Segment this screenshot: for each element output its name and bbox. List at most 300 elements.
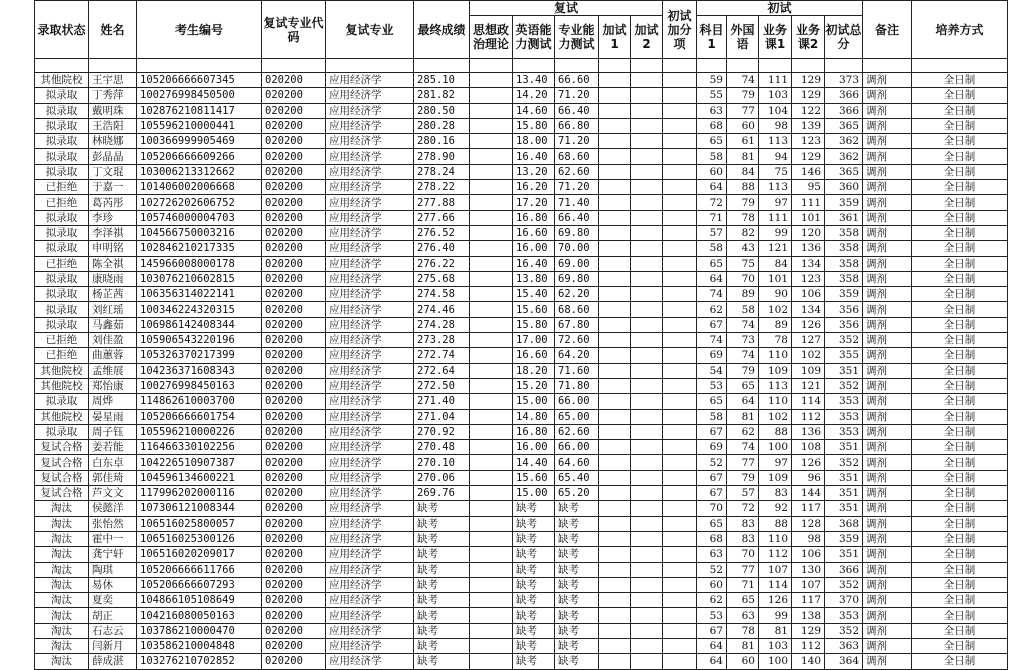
header-prof-test: 专业能力测试	[555, 16, 599, 59]
cell-major-code: 020200	[262, 516, 326, 531]
cell-subject1: 59	[697, 73, 727, 88]
cell-note: 调剂	[863, 562, 912, 577]
cell-final-score: 缺考	[414, 531, 470, 546]
cell-initial-bonus	[663, 271, 697, 286]
cell-bonus1	[599, 394, 631, 409]
cell-exam-no: 106516020209017	[137, 547, 262, 562]
cell-politics	[470, 440, 513, 455]
cell-final-score: 278.90	[414, 149, 470, 164]
cell-mode: 全日制	[912, 654, 1008, 669]
cell-exam-no: 102846210217335	[137, 241, 262, 256]
cell-course2: 129	[792, 73, 825, 88]
cell-note: 调剂	[863, 638, 912, 653]
cell-name: 白东卓	[89, 455, 137, 470]
cell-foreign: 81	[727, 638, 759, 653]
cell-status: 拟录取	[35, 118, 89, 133]
cell-english-test: 15.40	[513, 287, 555, 302]
header-note: 备注	[863, 1, 912, 59]
cell-foreign: 74	[727, 348, 759, 363]
cell-english-test: 16.60	[513, 348, 555, 363]
cell-major-code: 020200	[262, 378, 326, 393]
cell-initial-bonus	[663, 470, 697, 485]
cell-bonus1	[599, 210, 631, 225]
cell-course1: 111	[759, 210, 792, 225]
cell-mode: 全日制	[912, 103, 1008, 118]
admission-sheet	[34, 0, 1008, 670]
cell-name: 刘佳盈	[89, 333, 137, 348]
cell-note: 调剂	[863, 501, 912, 516]
cell-english-test: 16.80	[513, 424, 555, 439]
cell-course2: 146	[792, 164, 825, 179]
cell-major-code: 020200	[262, 287, 326, 302]
cell-exam-no: 104236371608343	[137, 363, 262, 378]
cell-mode: 全日制	[912, 501, 1008, 516]
cell-subject1: 65	[697, 256, 727, 271]
cell-final-score: 271.40	[414, 394, 470, 409]
cell-course2: 129	[792, 623, 825, 638]
header-group-retest: 复试	[470, 1, 663, 16]
table-row	[35, 88, 1008, 103]
cell-name: 丁秀萍	[89, 88, 137, 103]
cell-prof-test: 67.80	[555, 317, 599, 332]
cell-bonus1	[599, 118, 631, 133]
cell-note: 调剂	[863, 531, 912, 546]
cell-course2: 136	[792, 424, 825, 439]
table-row	[35, 317, 1008, 332]
cell-exam-no: 145966008000178	[137, 256, 262, 271]
cell-foreign: 71	[727, 577, 759, 592]
cell-initial-bonus	[663, 134, 697, 149]
cell-bonus2	[631, 501, 663, 516]
cell-major: 应用经济学	[326, 424, 414, 439]
cell-bonus1	[599, 562, 631, 577]
cell-exam-no: 100366999905469	[137, 134, 262, 149]
cell-name: 夏奕	[89, 593, 137, 608]
cell-bonus2	[631, 73, 663, 88]
cell-politics	[470, 134, 513, 149]
cell-exam-no: 103006213312662	[137, 164, 262, 179]
cell-subject1: 67	[697, 623, 727, 638]
header-course2: 业务课2	[792, 16, 825, 59]
cell-name: 林晓娜	[89, 134, 137, 149]
cell-final-score: 280.50	[414, 103, 470, 118]
cell-note: 调剂	[863, 424, 912, 439]
cell-bonus2	[631, 516, 663, 531]
cell-bonus1	[599, 287, 631, 302]
cell-english-test: 缺考	[513, 531, 555, 546]
cell-bonus2	[631, 180, 663, 195]
cell-initial-bonus	[663, 317, 697, 332]
cell-mode: 全日制	[912, 363, 1008, 378]
cell-name: 周子钰	[89, 424, 137, 439]
cell-course1: 113	[759, 378, 792, 393]
cell-prof-test: 64.20	[555, 348, 599, 363]
cell-initial-total: 353	[825, 409, 863, 424]
cell-course2: 114	[792, 394, 825, 409]
cell-major-code: 020200	[262, 424, 326, 439]
cell-status: 拟录取	[35, 149, 89, 164]
cell-foreign: 82	[727, 225, 759, 240]
cell-prof-test: 缺考	[555, 562, 599, 577]
cell-note: 调剂	[863, 394, 912, 409]
cell-major-code: 020200	[262, 241, 326, 256]
cell-prof-test: 缺考	[555, 531, 599, 546]
cell-prof-test: 62.60	[555, 424, 599, 439]
cell-status: 淘汰	[35, 608, 89, 623]
cell-name: 李泽祺	[89, 225, 137, 240]
cell-note: 调剂	[863, 256, 912, 271]
cell-english-test: 17.20	[513, 195, 555, 210]
cell-name: 胡正	[89, 608, 137, 623]
cell-mode: 全日制	[912, 195, 1008, 210]
cell-major: 应用经济学	[326, 317, 414, 332]
cell-name: 葛芮彤	[89, 195, 137, 210]
cell-initial-total: 351	[825, 363, 863, 378]
cell-bonus1	[599, 225, 631, 240]
cell-politics	[470, 623, 513, 638]
cell-mode: 全日制	[912, 562, 1008, 577]
cell-mode: 全日制	[912, 164, 1008, 179]
cell-bonus2	[631, 149, 663, 164]
cell-subject1: 67	[697, 424, 727, 439]
cell-final-score: 277.66	[414, 210, 470, 225]
cell-status: 拟录取	[35, 271, 89, 286]
cell-initial-bonus	[663, 363, 697, 378]
cell-prof-test: 缺考	[555, 638, 599, 653]
cell-mode: 全日制	[912, 134, 1008, 149]
cell-english-test: 16.60	[513, 225, 555, 240]
table-row	[35, 333, 1008, 348]
table-row	[35, 103, 1008, 118]
cell-mode: 全日制	[912, 577, 1008, 592]
cell-major: 应用经济学	[326, 531, 414, 546]
cell-exam-no: 104866105108649	[137, 593, 262, 608]
cell-name: 曲蕙蓉	[89, 348, 137, 363]
cell-course1: 84	[759, 256, 792, 271]
cell-major: 应用经济学	[326, 654, 414, 669]
cell-english-test: 缺考	[513, 547, 555, 562]
table-row	[35, 378, 1008, 393]
cell-status: 其他院校	[35, 378, 89, 393]
cell-english-test: 15.60	[513, 470, 555, 485]
cell-course2: 96	[792, 470, 825, 485]
cell-initial-bonus	[663, 486, 697, 501]
cell-major-code: 020200	[262, 654, 326, 669]
cell-major-code: 020200	[262, 88, 326, 103]
cell-bonus1	[599, 195, 631, 210]
cell-name: 霍中一	[89, 531, 137, 546]
cell-foreign: 79	[727, 363, 759, 378]
cell-subject1: 69	[697, 440, 727, 455]
cell-initial-total: 361	[825, 210, 863, 225]
cell-final-score: 281.82	[414, 88, 470, 103]
cell-prof-test: 71.20	[555, 134, 599, 149]
cell-major: 应用经济学	[326, 486, 414, 501]
cell-subject1: 63	[697, 103, 727, 118]
cell-exam-no: 105206666607345	[137, 73, 262, 88]
cell-foreign: 57	[727, 486, 759, 501]
cell-bonus1	[599, 103, 631, 118]
cell-name: 闫新月	[89, 638, 137, 653]
table-row	[35, 424, 1008, 439]
cell-mode: 全日制	[912, 333, 1008, 348]
cell-course1: 97	[759, 455, 792, 470]
cell-final-score: 274.46	[414, 302, 470, 317]
cell-name: 李珍	[89, 210, 137, 225]
cell-mode: 全日制	[912, 287, 1008, 302]
cell-initial-total: 368	[825, 516, 863, 531]
cell-major-code: 020200	[262, 547, 326, 562]
cell-note: 调剂	[863, 409, 912, 424]
cell-course2: 134	[792, 302, 825, 317]
cell-bonus1	[599, 73, 631, 88]
cell-name: 杨芷茜	[89, 287, 137, 302]
cell-final-score: 缺考	[414, 562, 470, 577]
cell-mode: 全日制	[912, 455, 1008, 470]
cell-name: 王浩阳	[89, 118, 137, 133]
cell-course1: 103	[759, 638, 792, 653]
cell-prof-test: 缺考	[555, 654, 599, 669]
cell-course2: 101	[792, 210, 825, 225]
cell-status: 复试合格	[35, 440, 89, 455]
cell-status: 拟录取	[35, 394, 89, 409]
cell-final-score: 缺考	[414, 577, 470, 592]
cell-initial-bonus	[663, 593, 697, 608]
cell-initial-bonus	[663, 348, 697, 363]
cell-initial-total: 351	[825, 501, 863, 516]
cell-mode: 全日制	[912, 593, 1008, 608]
cell-initial-bonus	[663, 256, 697, 271]
cell-final-score: 270.06	[414, 470, 470, 485]
cell-prof-test: 71.20	[555, 88, 599, 103]
cell-final-score: 278.24	[414, 164, 470, 179]
cell-bonus2	[631, 547, 663, 562]
cell-major-code: 020200	[262, 103, 326, 118]
cell-name: 郭佳琦	[89, 470, 137, 485]
cell-initial-total: 365	[825, 118, 863, 133]
cell-politics	[470, 88, 513, 103]
cell-exam-no: 104216080050163	[137, 608, 262, 623]
cell-major: 应用经济学	[326, 210, 414, 225]
table-row	[35, 440, 1008, 455]
cell-exam-no: 117996202000116	[137, 486, 262, 501]
cell-bonus2	[631, 608, 663, 623]
cell-bonus1	[599, 134, 631, 149]
table-row	[35, 486, 1008, 501]
header-name: 姓名	[89, 1, 137, 59]
cell-foreign: 43	[727, 241, 759, 256]
cell-final-score: 271.04	[414, 409, 470, 424]
cell-english-test: 15.80	[513, 317, 555, 332]
cell-foreign: 65	[727, 378, 759, 393]
cell-initial-total: 358	[825, 256, 863, 271]
table-row	[35, 593, 1008, 608]
cell-initial-bonus	[663, 394, 697, 409]
cell-major: 应用经济学	[326, 348, 414, 363]
cell-prof-test: 66.80	[555, 118, 599, 133]
cell-status: 已拒绝	[35, 256, 89, 271]
table-row	[35, 241, 1008, 256]
cell-note: 调剂	[863, 302, 912, 317]
cell-status: 复试合格	[35, 470, 89, 485]
cell-mode: 全日制	[912, 409, 1008, 424]
cell-final-score: 缺考	[414, 501, 470, 516]
cell-status: 拟录取	[35, 302, 89, 317]
cell-initial-bonus	[663, 241, 697, 256]
cell-initial-bonus	[663, 608, 697, 623]
table-row	[35, 516, 1008, 531]
cell-note: 调剂	[863, 241, 912, 256]
cell-english-test: 15.00	[513, 394, 555, 409]
cell-name: 周烨	[89, 394, 137, 409]
cell-subject1: 60	[697, 577, 727, 592]
cell-initial-bonus	[663, 623, 697, 638]
cell-initial-total: 360	[825, 180, 863, 195]
cell-subject1: 64	[697, 654, 727, 669]
table-row	[35, 470, 1008, 485]
cell-prof-test: 缺考	[555, 623, 599, 638]
cell-initial-bonus	[663, 440, 697, 455]
table-row	[35, 302, 1008, 317]
cell-major: 应用经济学	[326, 225, 414, 240]
cell-politics	[470, 195, 513, 210]
cell-status: 淘汰	[35, 562, 89, 577]
cell-major: 应用经济学	[326, 577, 414, 592]
header-group-initial: 初试	[697, 1, 863, 16]
cell-initial-bonus	[663, 455, 697, 470]
cell-subject1: 58	[697, 241, 727, 256]
cell-english-test: 缺考	[513, 654, 555, 669]
cell-mode: 全日制	[912, 180, 1008, 195]
cell-course2: 102	[792, 348, 825, 363]
cell-foreign: 78	[727, 210, 759, 225]
table-row	[35, 531, 1008, 546]
cell-prof-test: 66.40	[555, 210, 599, 225]
cell-exam-no: 105206666611766	[137, 562, 262, 577]
cell-initial-bonus	[663, 73, 697, 88]
cell-english-test: 16.00	[513, 440, 555, 455]
cell-english-test: 18.00	[513, 134, 555, 149]
cell-subject1: 68	[697, 118, 727, 133]
cell-course2: 117	[792, 593, 825, 608]
cell-politics	[470, 638, 513, 653]
cell-major-code: 020200	[262, 210, 326, 225]
cell-final-score: 272.74	[414, 348, 470, 363]
cell-course1: 112	[759, 547, 792, 562]
cell-course1: 98	[759, 118, 792, 133]
cell-bonus1	[599, 180, 631, 195]
cell-mode: 全日制	[912, 378, 1008, 393]
cell-bonus1	[599, 516, 631, 531]
cell-politics	[470, 608, 513, 623]
cell-course2: 109	[792, 363, 825, 378]
cell-bonus1	[599, 623, 631, 638]
cell-name: 康晓雨	[89, 271, 137, 286]
cell-politics	[470, 470, 513, 485]
cell-politics	[470, 333, 513, 348]
cell-exam-no: 102876210811417	[137, 103, 262, 118]
cell-course2: 117	[792, 501, 825, 516]
cell-english-test: 16.80	[513, 210, 555, 225]
cell-initial-bonus	[663, 501, 697, 516]
cell-subject1: 65	[697, 394, 727, 409]
cell-bonus2	[631, 363, 663, 378]
cell-politics	[470, 562, 513, 577]
cell-initial-total: 351	[825, 486, 863, 501]
cell-major-code: 020200	[262, 302, 326, 317]
cell-status: 拟录取	[35, 134, 89, 149]
cell-exam-no: 106516025300126	[137, 531, 262, 546]
cell-politics	[470, 424, 513, 439]
cell-course2: 112	[792, 638, 825, 653]
header-status: 录取状态	[35, 1, 89, 59]
cell-major: 应用经济学	[326, 608, 414, 623]
cell-initial-total: 356	[825, 302, 863, 317]
cell-subject1: 52	[697, 562, 727, 577]
cell-note: 调剂	[863, 195, 912, 210]
cell-initial-total: 359	[825, 287, 863, 302]
cell-note: 调剂	[863, 180, 912, 195]
header-bonus1: 加试1	[599, 16, 631, 59]
cell-bonus2	[631, 164, 663, 179]
cell-initial-bonus	[663, 210, 697, 225]
cell-bonus1	[599, 149, 631, 164]
cell-mode: 全日制	[912, 608, 1008, 623]
cell-major: 应用经济学	[326, 516, 414, 531]
cell-foreign: 78	[727, 623, 759, 638]
cell-politics	[470, 654, 513, 669]
cell-course1: 88	[759, 424, 792, 439]
cell-course2: 122	[792, 103, 825, 118]
cell-initial-total: 355	[825, 348, 863, 363]
cell-mode: 全日制	[912, 88, 1008, 103]
cell-bonus2	[631, 654, 663, 669]
cell-course2: 130	[792, 562, 825, 577]
cell-course2: 108	[792, 440, 825, 455]
cell-course1: 109	[759, 363, 792, 378]
cell-politics	[470, 394, 513, 409]
cell-exam-no: 103076210602815	[137, 271, 262, 286]
table-row	[35, 180, 1008, 195]
cell-course1: 100	[759, 654, 792, 669]
cell-subject1: 63	[697, 547, 727, 562]
cell-foreign: 63	[727, 608, 759, 623]
cell-major-code: 020200	[262, 180, 326, 195]
header-major-code: 复试专业代码	[262, 1, 326, 59]
cell-english-test: 14.40	[513, 455, 555, 470]
cell-foreign: 79	[727, 195, 759, 210]
cell-status: 拟录取	[35, 225, 89, 240]
cell-major: 应用经济学	[326, 302, 414, 317]
cell-note: 调剂	[863, 516, 912, 531]
cell-mode: 全日制	[912, 623, 1008, 638]
cell-note: 调剂	[863, 455, 912, 470]
cell-initial-total: 359	[825, 195, 863, 210]
cell-major-code: 020200	[262, 164, 326, 179]
cell-initial-total: 362	[825, 134, 863, 149]
cell-initial-bonus	[663, 118, 697, 133]
cell-mode: 全日制	[912, 470, 1008, 485]
cell-note: 调剂	[863, 317, 912, 332]
cell-foreign: 77	[727, 562, 759, 577]
table-row	[35, 623, 1008, 638]
cell-major-code: 020200	[262, 195, 326, 210]
cell-course2: 107	[792, 577, 825, 592]
cell-politics	[470, 317, 513, 332]
cell-bonus2	[631, 302, 663, 317]
header-major: 复试专业	[326, 1, 414, 59]
cell-initial-total: 364	[825, 654, 863, 669]
